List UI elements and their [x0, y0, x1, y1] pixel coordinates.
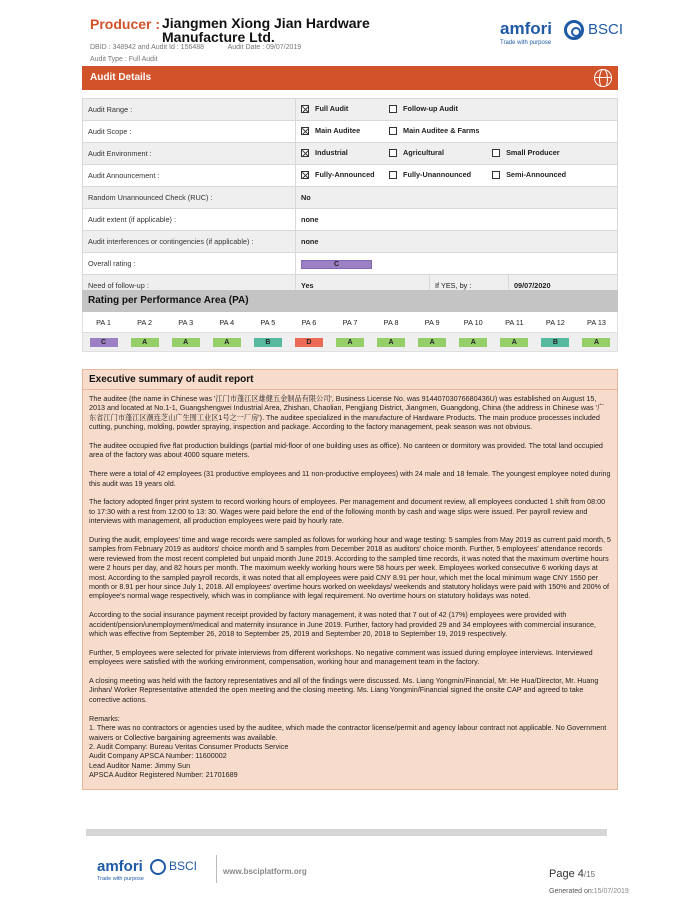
- pa-grade-cell: [453, 333, 494, 351]
- unchecked-box-icon: [492, 149, 500, 157]
- pa-grade-badge: C: [90, 338, 118, 347]
- table-row: [83, 99, 618, 121]
- audit-environment-options: [296, 143, 618, 165]
- summary-paragraph: The factory adopted finger print system to record working hours of employees. Per management and document review, all employees conducted 1 shift from 08:00 to 17:30 with a rest from 12:00 to 13: 30. Wages were paid before the end of the following month by cash and wage slips were issued. Per payroll review and interviews with management, all production employees were paid by hourly rate.: [89, 497, 606, 526]
- executive-summary-title: Executive summary of audit report: [82, 369, 618, 390]
- remarks-heading: Remarks:: [89, 713, 120, 723]
- pa-grade-badge: A: [336, 338, 364, 347]
- option-follow-up-audit: Follow-up Audit: [389, 104, 458, 113]
- remark-line: Audit Company APSCA Number: 11600002: [89, 751, 227, 761]
- pa-grade-cell: [247, 333, 288, 351]
- unchecked-box-icon: [389, 127, 397, 135]
- logo-wordmark: amfori: [500, 19, 552, 38]
- pa-label: PA 12: [545, 317, 565, 327]
- audit-announcement-label: Audit Announcement :: [83, 165, 296, 187]
- platform-link[interactable]: www.bsciplatform.org: [223, 867, 307, 876]
- producer-name: Jiangmen Xiong Jian Hardware Manufacture Ltd.: [162, 15, 370, 45]
- if-yes-label: If YES, by :: [430, 275, 509, 297]
- pa-grade-badge: B: [541, 338, 569, 347]
- summary-paragraph: A closing meeting was held with the factory representatives and all of the findings were discussed. Ms. Liang Yongmin/Financial, Mr. He Hua/Director, Mr. Huang Jinhan/ Worker Representative attended the open meeting and the closing meeting. Ms. Liang Yongmin/Financial signed the onsite CAP and agreed to take corrective actions.: [89, 676, 599, 704]
- summary-paragraph: There were a total of 42 employees (31 productive employees and 11 non-productive employees) with 24 male and 18 female. The youngest employee noted during this audit was 19 years old.: [89, 469, 611, 488]
- amfori-ring-icon: [564, 20, 584, 40]
- pa-grades-row: [82, 332, 618, 352]
- overall-rating-badge: C: [301, 260, 372, 269]
- pa-grade-badge: D: [295, 338, 323, 347]
- globe-icon: [594, 69, 612, 87]
- audit-extent-value: none: [296, 209, 618, 231]
- pa-label: PA 1: [96, 317, 111, 327]
- pa-label: PA 2: [137, 317, 153, 327]
- unchecked-box-icon: [492, 171, 500, 179]
- logo-tagline: Trade with purpose: [500, 40, 552, 46]
- pa-grade-badge: A: [377, 338, 405, 347]
- pa-grade-cell: [535, 333, 576, 351]
- pa-label: PA 3: [178, 317, 194, 327]
- option-small-producer: Small Producer: [492, 148, 560, 157]
- follow-up-label: Need of follow-up :: [83, 275, 296, 297]
- amfori-ring-icon: [150, 859, 166, 875]
- pa-label: PA 6: [301, 317, 317, 327]
- option-full-audit: Full Audit: [301, 104, 387, 113]
- pa-label: PA 7: [342, 317, 358, 327]
- overall-rating-cell: [296, 253, 618, 275]
- summary-paragraph: The auditee occupied five flat production buildings (partial mid-floor of one building uses as office). No canteen or dormitory was provided. The total land occupied area of the factory was about 4000 square meters.: [89, 441, 603, 460]
- audit-details-table: [82, 98, 618, 297]
- audit-meta: [90, 44, 323, 51]
- audit-type: Audit Type : Full Audit: [90, 56, 158, 63]
- table-row: [83, 121, 618, 143]
- audit-interferences-value: none: [296, 231, 618, 253]
- pa-label: PA 11: [505, 317, 524, 327]
- pa-grade-badge: A: [582, 338, 610, 347]
- audit-environment-label: Audit Environment :: [83, 143, 296, 165]
- unchecked-box-icon: [389, 105, 397, 113]
- ruc-label: Random Unannounced Check (RUC) :: [83, 187, 296, 209]
- logo-bsci: BSCI: [588, 21, 624, 38]
- table-row: [83, 187, 618, 209]
- pa-grade-badge: A: [418, 338, 446, 347]
- remark-line: Lead Auditor Name: Jimmy Sun: [89, 760, 191, 770]
- option-semi-announced: Semi-Announced: [492, 170, 566, 179]
- pa-grade-cell: [288, 333, 329, 351]
- page-number: Page 4/15: [549, 868, 596, 880]
- option-agricultural: Agricultural: [389, 148, 490, 157]
- footer-logo-wordmark: amfori: [97, 858, 143, 875]
- pa-label: PA 9: [424, 317, 440, 327]
- ruc-value: No: [296, 187, 618, 209]
- pa-grade-cell: [165, 333, 206, 351]
- pa-grade-cell: [412, 333, 453, 351]
- pa-grade-cell: [494, 333, 535, 351]
- remark-line: 2. Audit Company: Bureau Veritas Consumer Products Service: [89, 741, 289, 751]
- option-fully-unannounced: Fully-Unannounced: [389, 170, 490, 179]
- summary-paragraph: Further, 5 employees were selected for private interviews from different workshops. No negative comment was issued during employee interviews. Interviewed employees were satisfied with the working environment, compensation, working hour and management team in the factory.: [89, 647, 593, 667]
- pa-grade-badge: B: [254, 338, 282, 347]
- table-row: [83, 165, 618, 187]
- pa-label: PA 5: [260, 317, 276, 327]
- audit-scope-label: Audit Scope :: [83, 121, 296, 143]
- report-header: [90, 14, 624, 66]
- footer-divider: [216, 855, 217, 883]
- amfori-bsci-logo: [500, 19, 624, 51]
- pa-label: PA 8: [383, 317, 399, 327]
- audit-date: Audit Date : 09/07/2019: [227, 44, 302, 51]
- unchecked-box-icon: [389, 171, 397, 179]
- checked-box-icon: [301, 127, 309, 135]
- pa-labels-row: [82, 312, 618, 332]
- horizontal-scrollbar[interactable]: [86, 829, 607, 836]
- footer-logo-bsci: BSCI: [169, 859, 198, 873]
- executive-summary-body: [82, 390, 618, 790]
- audit-interferences-label: Audit interferences or contingencies (if applicable) :: [83, 231, 296, 253]
- remarks-block: [89, 714, 611, 780]
- pa-label: PA 4: [219, 317, 235, 327]
- producer-label: Producer :: [90, 16, 161, 32]
- option-main-auditee-farms: Main Auditee & Farms: [389, 126, 479, 135]
- pa-grade-cell: [124, 333, 165, 351]
- follow-up-value: Yes: [296, 275, 430, 297]
- summary-paragraph: The auditee (the name in Chinese was '江门市蓬江区雄健五金制品有限公司', Business License No. was 91440703076680436U) was established on August 15, 2013 and located at No.1-1, Guangshengwei Industrial Area, Zhishan, Chaolian, Pengjiang District, Jiangmen, Guangdong, China (the address in Chinese was '广东省江门市蓬江区潮连芝山广生围工业区1号之一厂房'). The auditee specialized in the manufacture of Hardware Products. The main produce processes included cutting, punching, molding, powder spraying, inspection and package. According to the factory management, peak season was not obvious.: [89, 394, 605, 432]
- summary-paragraph: According to the social insurance payment receipt provided by factory management, it was noted that 7 out of 42 (17%) employees were provided with accident/pension/unemployment/medical and maternity insurance in June 2019. Further, factory had provided 29 and 34 employees with commercial insurance, which was effective from September 26, 2018 to September 25, 2019 and September 20, 2018 to September 19, 2019 respectively.: [89, 610, 596, 639]
- footer-logo-tagline: Trade with purpose: [97, 876, 144, 882]
- footer-logo: [97, 858, 197, 888]
- overall-rating-label: Overall rating :: [83, 253, 296, 275]
- option-main-auditee: Main Auditee: [301, 126, 387, 135]
- pa-grade-cell: [371, 333, 412, 351]
- audit-details-bar: [82, 66, 618, 90]
- audit-extent-label: Audit extent (if applicable) :: [83, 209, 296, 231]
- remark-line: APSCA Auditor Registered Number: 21701689: [89, 770, 238, 780]
- audit-announcement-options: [296, 165, 618, 187]
- pa-section-title: Rating per Performance Area (PA): [82, 290, 618, 312]
- unchecked-box-icon: [389, 149, 397, 157]
- pa-grade-cell: [576, 333, 617, 351]
- dbid: DBID : 348942 and Audit Id : 156488: [90, 44, 205, 51]
- audit-scope-options: [296, 121, 618, 143]
- table-row: [83, 231, 618, 253]
- pa-label: PA 13: [587, 317, 606, 327]
- pa-grade-badge: A: [131, 338, 159, 347]
- checked-box-icon: [301, 171, 309, 179]
- pa-grade-badge: A: [213, 338, 241, 347]
- pa-grade-badge: A: [172, 338, 200, 347]
- option-industrial: Industrial: [301, 148, 387, 157]
- pa-grade-badge: A: [500, 338, 528, 347]
- generated-on: Generated on:15/07/2019: [549, 888, 629, 895]
- checked-box-icon: [301, 149, 309, 157]
- summary-paragraph: During the audit, employees' time and wage records were sampled as follows for working hour and wage testing: 5 samples from May 2019 as current paid month, 5 samples from February 2019 as auditors' choice month and 5 samples from December 2018 as auditors' choice month. Further, 5 employees' attendance records were reviewed from the most recent completed but unpaid month June 2019. According to the sampled time records, it was noted that the maximum overtime hours were 2 hours per day, and 82 hours per month. The maximum weekly working hours were 58 hours per week. Employees worked consecutive 6 working days at most. According to the sampled payroll records, it was noted that all employees were paid CNY 8.91 per hour, which met the local minimum wage CNY 1550 per month or 8.91 per hour since July 1, 2018. All employees' overtime hours worked on weekdays/ weekends and statutory holidays were paid with 150% and 200% of employee's normal wage respectively, which was in compliance with legal requirement. No overtime hours on statutory holidays was noted.: [89, 535, 611, 601]
- audit-range-label: Audit Range :: [83, 99, 296, 121]
- checked-box-icon: [301, 105, 309, 113]
- audit-range-options: [296, 99, 618, 121]
- table-row: [83, 143, 618, 165]
- audit-details-title: Audit Details: [90, 72, 152, 83]
- if-yes-date: 09/07/2020: [509, 275, 618, 297]
- pa-label: PA 10: [463, 317, 483, 327]
- pa-grade-cell: [206, 333, 247, 351]
- option-fully-announced: Fully-Announced: [301, 170, 387, 179]
- table-row: [83, 209, 618, 231]
- remark-line: 1. There was no contractors or agencies used by the auditee, which made the contractor license/permit and agency labour contract not applicable. No Government waivers or Collective bargaining agreements was available.: [89, 723, 607, 742]
- pa-grade-cell: [329, 333, 370, 351]
- pa-grade-badge: A: [459, 338, 487, 347]
- pa-grade-cell: [83, 333, 124, 351]
- table-row: [83, 253, 618, 275]
